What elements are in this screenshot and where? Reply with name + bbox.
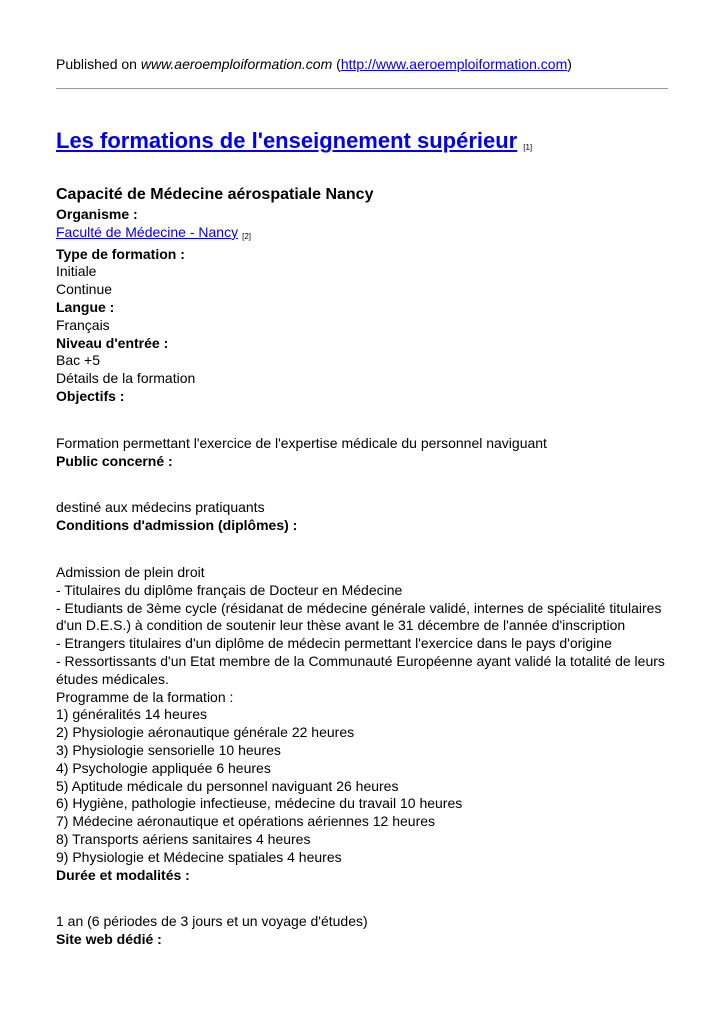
formation-content [56,185,668,949]
objectifs-value: Formation permettant l'exercice de l'expertise médicale du personnel naviguant [56,434,547,451]
public-value: destiné aux médecins pratiquants [56,499,265,516]
site-web-label: Site web dédié : [56,931,162,948]
duree-value: 1 an (6 périodes de 3 jours et un voyage d'études) [56,913,368,930]
conditions-line: - Etudiants de 3ème cycle (résidanat de médecine générale validé, internes de spécialité titulaires d'un D.E.S.) à condition de soutenir leur thèse avant le 31 décembre de l'année d'inscription [56,599,662,634]
programme-item: 9) Physiologie et Médecine spatiales 4 heures [56,848,342,865]
site-url-link[interactable]: http://www.aeroemploiformation.com [340,56,568,72]
organisme-row [56,224,668,246]
programme-item: 7) Médecine aéronautique et opérations aériennes 12 heures [56,813,436,830]
programme-item: 4) Psychologie appliquée 6 heures [56,759,271,776]
langue-label: Langue : [56,298,115,315]
organisme-label: Organisme : [56,206,138,222]
duree-label: Durée et modalités : [56,866,190,883]
objectifs-label: Objectifs : [56,387,125,404]
spacer [56,470,668,499]
organisme-reference: [2] [242,231,251,241]
conditions-line: Admission de plein droit [56,563,205,580]
type-value: Continue [56,281,113,298]
type-value: Initiale [56,263,97,280]
programme-heading: Programme de la formation : [56,688,234,705]
public-label: Public concerné : [56,452,173,469]
conditions-line: - Etrangers titulaires d'un diplôme de médecin permettant l'exercice dans le pays d'origine [56,635,612,652]
niveau-label: Niveau d'entrée : [56,334,169,351]
page-title-link[interactable]: Les formations de l'enseignement supérieur [56,128,518,153]
page-title [56,127,532,162]
programme-item: 3) Physiologie sensorielle 10 heures [56,741,281,758]
spacer [56,884,668,913]
programme-item: 2) Physiologie aéronautique générale 22 heures [56,724,355,741]
conditions-label: Conditions d'admission (diplômes) : [56,517,298,534]
formation-name: Capacité de Médecine aérospatiale Nancy [56,186,374,203]
type-label: Type de formation : [56,245,185,262]
programme-item: 5) Aptitude médicale du personnel naviguant 26 heures [56,777,399,794]
open-paren: ( [336,56,341,72]
programme-item: 8) Transports aériens sanitaires 4 heures [56,830,311,847]
conditions-line: - Ressortissants d'un Etat membre de la Communauté Européenne ayant validé la totalité de leurs études médicales. [56,652,665,687]
details-heading: Détails de la formation [56,370,196,387]
programme-item: 6) Hygiène, pathologie infectieuse, médecine du travail 10 heures [56,795,463,812]
close-paren: ) [567,56,572,72]
published-line [56,56,572,73]
site-name: www.aeroemploiformation.com [140,56,333,72]
niveau-value: Bac +5 [56,352,100,369]
organisme-link[interactable]: Faculté de Médecine - Nancy [56,223,239,240]
conditions-line: - Titulaires du diplôme français de Docteur en Médecine [56,581,403,598]
langue-value: Français [56,316,110,333]
programme-item: 1) généralités 14 heures [56,706,207,723]
spacer [56,406,668,435]
spacer [56,535,668,564]
title-reference: [1] [523,143,533,152]
published-prefix: Published on [56,56,137,72]
header-divider [56,88,668,89]
